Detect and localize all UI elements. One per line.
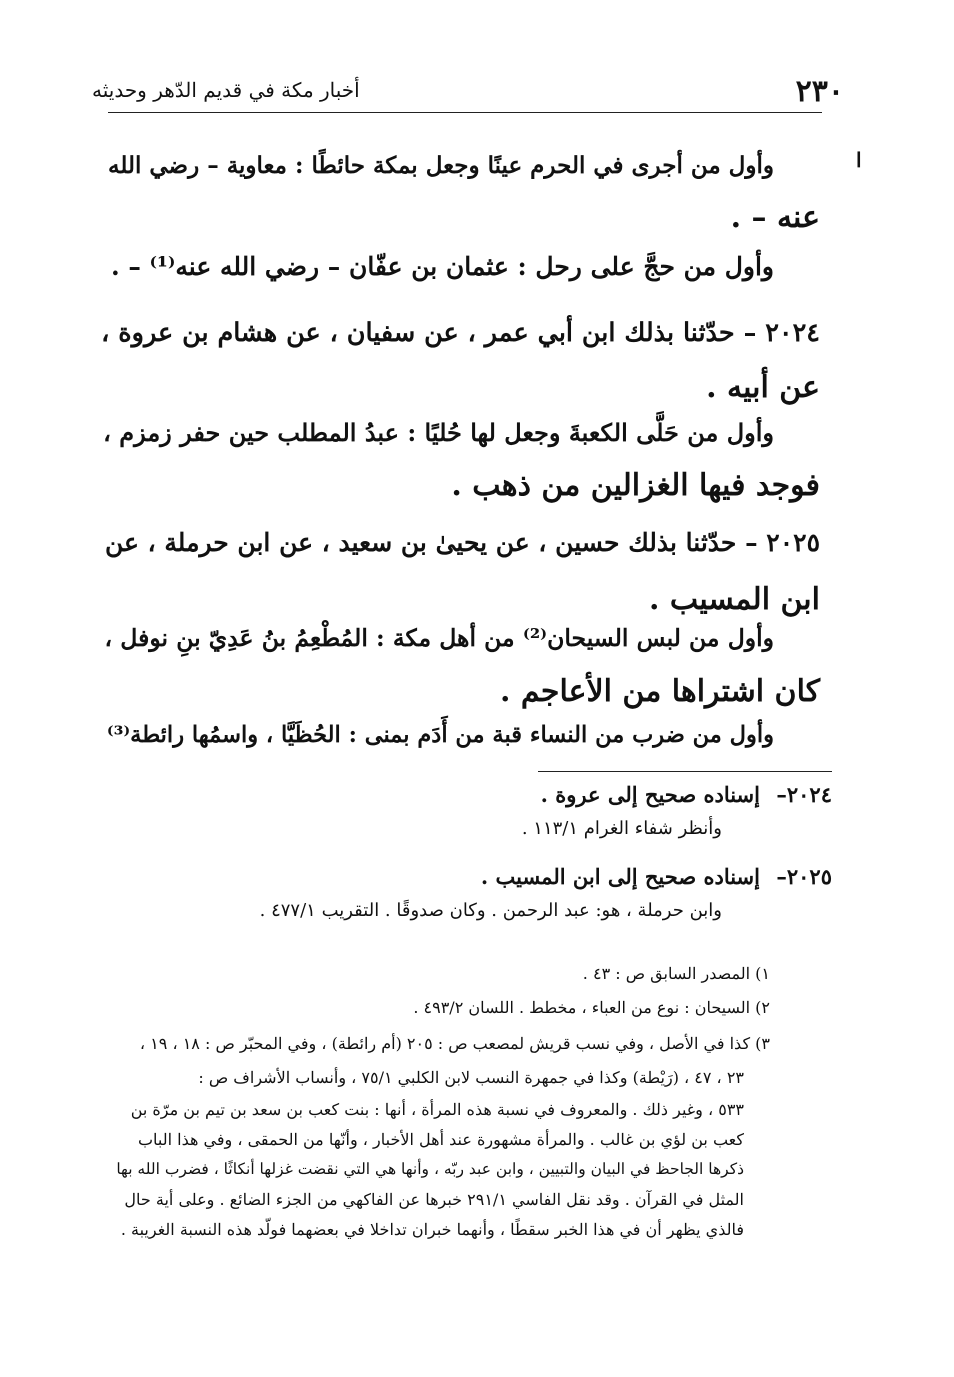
footnote-cont: ٢٣ ، ٤٧ ، (رَيْطة) وكذا في جمهرة النسب لابن الكلبي ٧٥/١ ، وأنساب الأشراف ص : [198, 1068, 744, 1087]
commentary-main: إسناده صحيح إلى ابن المسيب . [480, 864, 760, 889]
footnote: ٣) كذا في الأصل ، وفي نسب قريش لمصعب ص : ٢٠٥ (أم رائطة) ، وفي المحبّر ص : ١٨ ، ١٩ ، [139, 1034, 770, 1053]
body-line: عنه – . [730, 200, 820, 235]
body-line: فوجد فيها الغزالين من ذهب . [451, 468, 820, 503]
footnote-cont: كعب بن لؤي بن غالب . والمرأة مشهورة عند أهل الأخبار ، وأنّها من الحمقى ، وفي هذا الباب [137, 1130, 744, 1149]
running-title: أخبار مكة في قديم الدّهر وحديثه [92, 78, 360, 102]
header-rule [108, 112, 822, 113]
margin-mark: ا [856, 148, 862, 172]
commentary-sub: وابن حرملة ، هو: عبد الرحمن . وكان صدوقًا . التقريب ٤٧٧/١ . [259, 900, 722, 921]
commentary-main: إسناده صحيح إلى عروة . [540, 782, 760, 807]
footnote-cont: ذكرها الجاحظ في البيان والتبيين ، وابن عبد ربّه ، وأنها هي التي نقضت غزلها أنكاثًا ، فضرب الله بها [116, 1160, 744, 1178]
footnote: ٢) السيحان : نوع من العباء ، مخطط . اللسان ٤٩٣/٢ . [413, 998, 770, 1017]
commentary-sub: وأنظر شفاء الغرام ١١٣/١ . [521, 818, 722, 839]
body-line: ابن المسيب . [649, 582, 820, 617]
page-number: ٢٣٠ [795, 74, 844, 109]
body-line: وأول من حجَّ على رحل : عثمان بن عفّان – رضي الله عنه⁽¹⁾ – . [110, 252, 774, 281]
body-line: ٢٠٢٥ – حدّثنا بذلك حسين ، عن يحيىٰ بن سعيد ، عن ابن حرملة ، عن [104, 528, 820, 557]
body-line: ٢٠٢٤ – حدّثنا بذلك ابن أبي عمر ، عن سفيان ، عن هشام بن عروة ، [101, 318, 820, 348]
body-line: وأول من حَلَّى الكعبةَ وجعل لها حُليًا : عبدُ المطلب حين حفر زمزم ، [103, 418, 774, 447]
commentary-rule [538, 771, 832, 772]
commentary-number: ٢٠٢٥– [776, 864, 832, 889]
footnote: ١) المصدر السابق ص : ٤٣ . [582, 964, 770, 983]
body-line: وأول من ضرب من النساء قبة من أَدَم بمنى : الحُظَيَّا ، واسمُها رائطة⁽³⁾ [106, 722, 774, 748]
body-line: عن أبيه . [706, 370, 820, 405]
footnote-cont: ٥٣٣ ، وغير ذلك . والمعروف في نسبة هذه المرأة ، أنها : بنت كعب بن سعد بن تيم بن مرّة بن [130, 1100, 744, 1119]
body-line: وأول من لبس السيحان⁽²⁾ من أهل مكة : المُطْعِمُ بنُ عَدِيّ بنِ نوفل ، [104, 624, 774, 652]
footnote-cont: المثل في القرآن . وقد نقل الفاسي ٢٩١/١ خبرها عن الفاكهي من الجزء الضائع . وعلى أية حال [124, 1190, 744, 1209]
footnote-cont: فالذي يظهر أن في هذا الخبر سقطًا ، وأنهما خبران تداخلا في بعضهما فولّد هذه النسبة الغريبة . [120, 1220, 744, 1239]
body-line: وأول من أجرى في الحرم عينًا وجعل بمكة حائطًا : معاوية – رضي الله [108, 152, 774, 179]
body-line: كان اشتراها من الأعاجم . [500, 674, 820, 709]
commentary-number: ٢٠٢٤– [776, 782, 832, 807]
